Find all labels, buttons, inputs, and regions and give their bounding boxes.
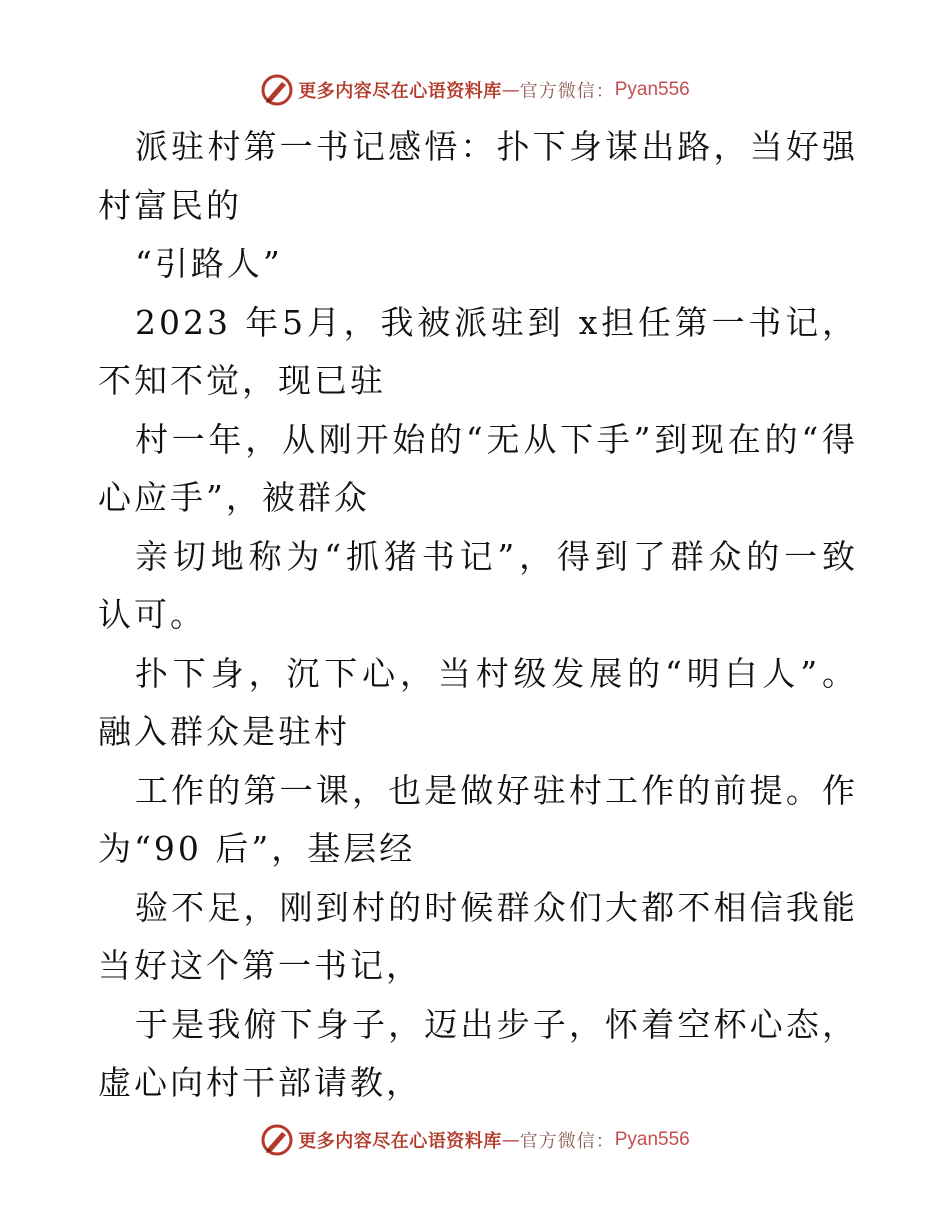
banner-main-text: 更多内容尽在心语资料库 [298,1131,502,1152]
paragraph: 2023 年5月，我被派驻到 x担任第一书记，不知不觉，现已驻 [98,302,858,400]
banner-wechat-label: 官方微信： [519,1131,615,1152]
paragraph: 亲切地称为“抓猪书记”，得到了群众的一致认可。 [98,536,858,634]
banner-wechat-id: Pyan556 [614,1129,690,1150]
pen-logo-icon [260,73,294,107]
paragraph: 验不足，刚到村的时候群众们大都不相信我能当好这个第一书记， [98,887,858,985]
paragraph-title-cont: “引路人” [135,244,283,283]
banner-main-text: 更多内容尽在心语资料库 [298,81,502,102]
pen-logo-icon [260,1123,294,1157]
banner-dash: — [501,79,520,101]
paragraph-title: 派驻村第一书记感悟：扑下身谋出路，当好强村富民的 [98,127,858,225]
paragraph: 扑下身，沉下心，当村级发展的“明白人”。融入群众是驻村 [98,653,858,751]
banner-dash: — [501,1129,520,1151]
document-body [98,118,858,1113]
footer-banner [0,1120,950,1160]
paragraph: 于是我俯下身子，迈出步子，怀着空杯心态，虚心向村干部请教， [98,1004,858,1102]
paragraph: 村一年，从刚开始的“无从下手”到现在的“得心应手”，被群众 [98,419,858,517]
paragraph: 工作的第一课，也是做好驻村工作的前提。作为“90 后”，基层经 [98,770,858,868]
banner-wechat-id: Pyan556 [614,79,690,100]
header-banner [0,70,950,110]
banner-wechat-label: 官方微信： [519,81,615,102]
